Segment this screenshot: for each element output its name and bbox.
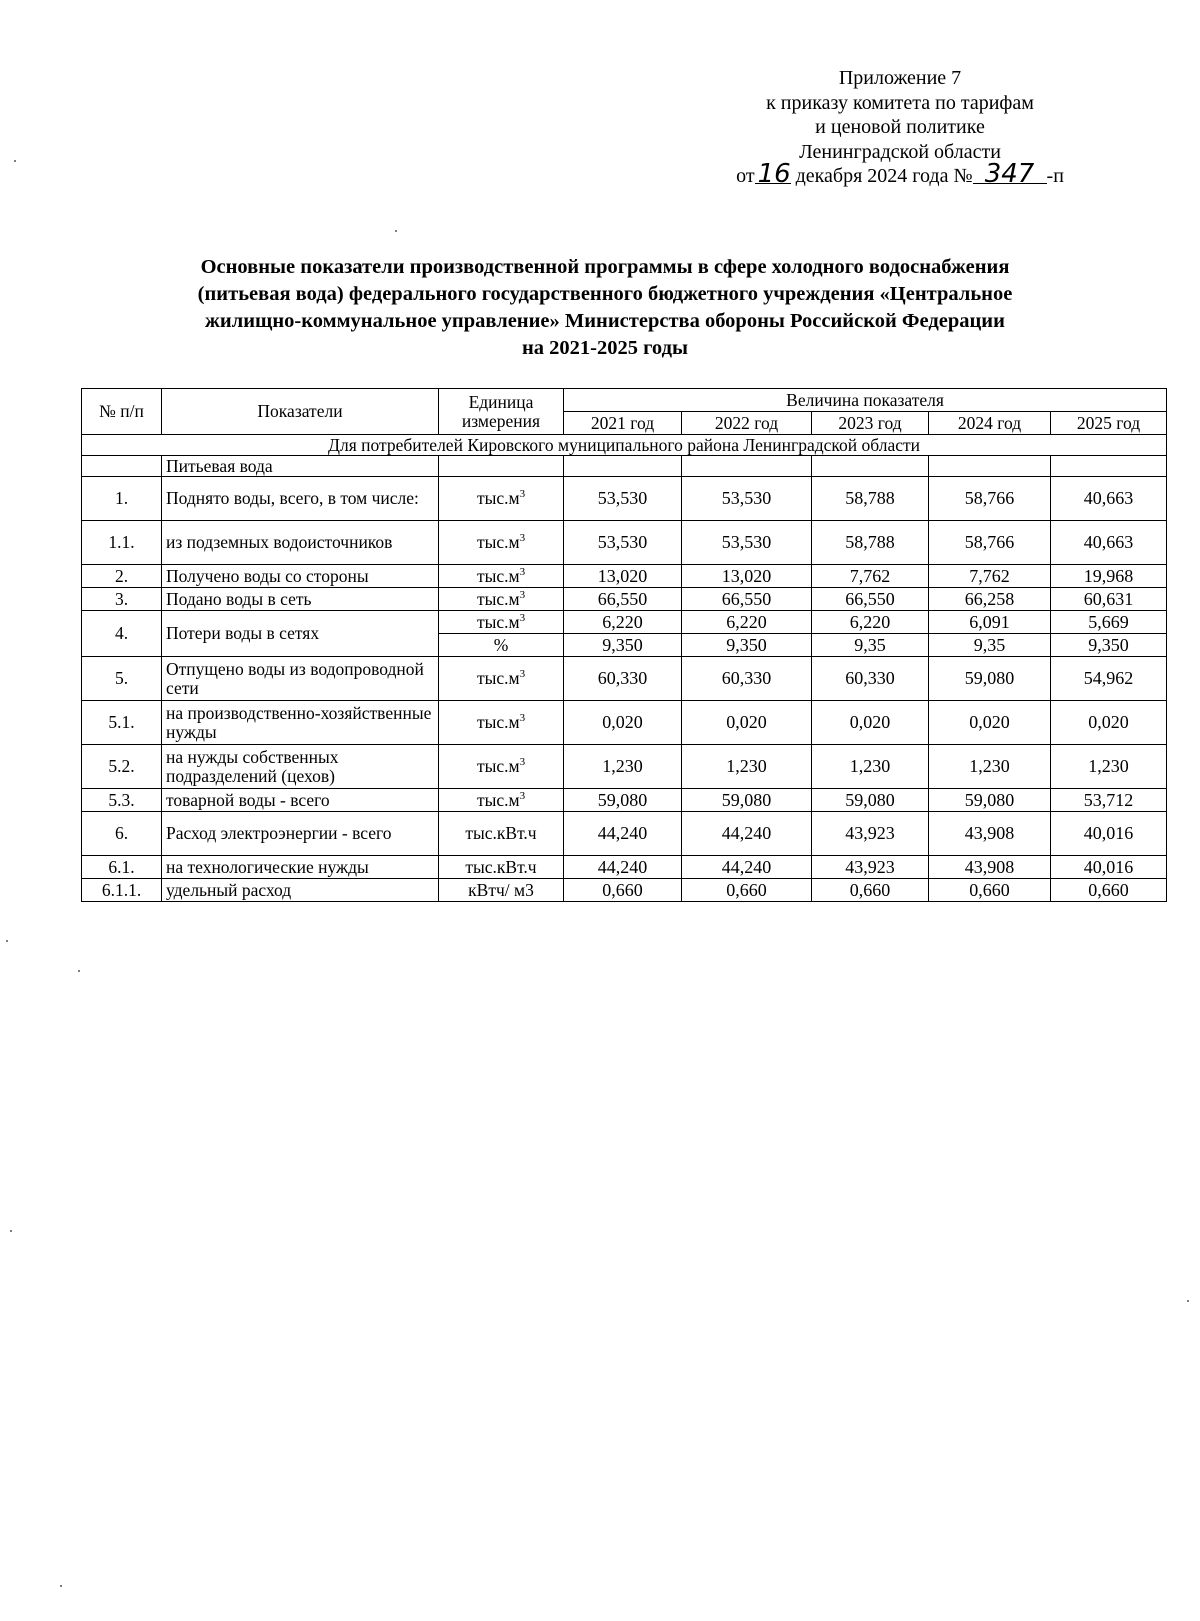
row-value-2023: 7,762: [812, 565, 929, 588]
scan-speck: [14, 160, 16, 162]
row-value-2024: 58,766: [929, 477, 1051, 521]
row-name: на производственно-хозяйственные нужды: [162, 701, 439, 745]
row-unit: $тыс.м^3$: [439, 588, 564, 611]
row-value-2025: 60,631: [1051, 588, 1167, 611]
row-value-2024: 0,660: [929, 879, 1051, 902]
row-value-2022: 13,020: [682, 565, 812, 588]
header-value: Величина показателя: [564, 389, 1167, 412]
row-value-2024: 7,762: [929, 565, 1051, 588]
row-value-2024: 0,020: [929, 701, 1051, 745]
scan-speck: [6, 940, 8, 942]
row-value-2021: 66,550: [564, 588, 682, 611]
row-name: удельный расход: [162, 879, 439, 902]
scan-speck: [60, 1585, 62, 1587]
row-value-2021: 53,530: [564, 521, 682, 565]
row-num: 2.: [82, 565, 162, 588]
row-value-2022: 0,660: [682, 879, 812, 902]
header-year-2024: 2024 год: [929, 412, 1051, 435]
row-unit: %: [439, 634, 564, 657]
row-value-2023: 66,550: [812, 588, 929, 611]
row-name: Потери воды в сетях: [162, 611, 439, 657]
row-value-2023: 43,923: [812, 856, 929, 879]
row-value-2025: 5,669: [1051, 611, 1167, 634]
handwritten-day: 16: [755, 165, 791, 184]
row-num: 5.: [82, 657, 162, 701]
table-row: [82, 521, 1167, 565]
header-unit: Единица измерения: [439, 389, 564, 435]
row-name: Отпущено воды из водопроводной сети: [162, 657, 439, 701]
row-value-2025: 40,663: [1051, 521, 1167, 565]
row-value-2022: 66,550: [682, 588, 812, 611]
scan-speck: [395, 230, 397, 232]
order-prefix: от: [736, 165, 755, 187]
row-unit: $тыс.м^3$: [439, 745, 564, 789]
row-unit: $тыс.м^3$: [439, 611, 564, 634]
row-value-2022: 44,240: [682, 812, 812, 856]
row-value-2022: 6,220: [682, 611, 812, 634]
row-value-2023: 1,230: [812, 745, 929, 789]
row-value-2025: 1,230: [1051, 745, 1167, 789]
row-value-2022: 59,080: [682, 789, 812, 812]
row-value-2023: 43,923: [812, 812, 929, 856]
row-name: товарной воды - всего: [162, 789, 439, 812]
scan-speck: [78, 970, 80, 972]
order-date-line: [700, 159, 1100, 189]
row-value-2023: 58,788: [812, 477, 929, 521]
indicators-table: [81, 388, 1167, 902]
row-value-2021: 0,660: [564, 879, 682, 902]
row-value-2023: 58,788: [812, 521, 929, 565]
table-row: [82, 745, 1167, 789]
row-value-2025: 40,016: [1051, 856, 1167, 879]
title-line-3: жилищно-коммунальное управление» Министерства обороны Российской Федерации: [205, 310, 1005, 332]
row-num: 6.1.1.: [82, 879, 162, 902]
row-value-2021: 59,080: [564, 789, 682, 812]
row-value-2024: 43,908: [929, 856, 1051, 879]
table-row: [82, 657, 1167, 701]
row-value-2021: 44,240: [564, 812, 682, 856]
header-year-2022: 2022 год: [682, 412, 812, 435]
row-name: Расход электроэнергии - всего: [162, 812, 439, 856]
row-value-2021: 9,350: [564, 634, 682, 657]
row-value-2021: 0,020: [564, 701, 682, 745]
row-name: Получено воды со стороны: [162, 565, 439, 588]
row-num: 3.: [82, 588, 162, 611]
section-label: Питьевая вода: [162, 456, 439, 477]
row-value-2022: 44,240: [682, 856, 812, 879]
header-year-2021: 2021 год: [564, 412, 682, 435]
row-value-2022: 60,330: [682, 657, 812, 701]
table-row: [82, 611, 1167, 634]
row-unit: $тыс.м^3$: [439, 789, 564, 812]
scan-speck: [10, 1230, 12, 1232]
order-middle: декабря 2024 года №: [795, 165, 973, 187]
title-line-4: на 2021-2025 годы: [522, 337, 688, 359]
row-value-2023: 0,660: [812, 879, 929, 902]
row-num: 6.1.: [82, 856, 162, 879]
row-value-2021: 53,530: [564, 477, 682, 521]
row-value-2023: 59,080: [812, 789, 929, 812]
table-row: [82, 701, 1167, 745]
row-value-2021: 13,020: [564, 565, 682, 588]
appendix-line-3: и ценовой политике: [815, 116, 985, 138]
row-unit: тыс.кВт.ч: [439, 812, 564, 856]
row-value-2021: 1,230: [564, 745, 682, 789]
header-num: № п/п: [82, 389, 162, 435]
table-row: [82, 789, 1167, 812]
row-num: 4.: [82, 611, 162, 657]
order-suffix: -п: [1046, 165, 1064, 187]
row-name: на нужды собственных подразделений (цехов): [162, 745, 439, 789]
document-title: [90, 254, 1120, 362]
table-row: [82, 477, 1167, 521]
row-num: 5.3.: [82, 789, 162, 812]
appendix-line-4: Ленинградской области: [799, 140, 1001, 163]
row-num: 1.: [82, 477, 162, 521]
row-unit: $тыс.м^3$: [439, 657, 564, 701]
row-name: Поднято воды, всего, в том числе:: [162, 477, 439, 521]
table-row: [82, 565, 1167, 588]
row-value-2025: 53,712: [1051, 789, 1167, 812]
row-value-2023: 9,35: [812, 634, 929, 657]
row-unit: кВтч/ м3: [439, 879, 564, 902]
row-value-2025: 40,663: [1051, 477, 1167, 521]
title-line-2: (питьевая вода) федерального государственного бюджетного учреждения «Центральное: [197, 283, 1013, 305]
row-value-2021: 60,330: [564, 657, 682, 701]
row-value-2024: 58,766: [929, 521, 1051, 565]
row-value-2022: 0,020: [682, 701, 812, 745]
row-value-2025: 54,962: [1051, 657, 1167, 701]
appendix-line-1: Приложение 7: [838, 67, 962, 89]
appendix-line-2: к приказу комитета по тарифам: [766, 91, 1034, 114]
row-num: 6.: [82, 812, 162, 856]
row-value-2023: 6,220: [812, 611, 929, 634]
row-value-2021: 44,240: [564, 856, 682, 879]
row-value-2025: 19,968: [1051, 565, 1167, 588]
row-num: 5.1.: [82, 701, 162, 745]
table-row: [82, 856, 1167, 879]
row-value-2024: 66,258: [929, 588, 1051, 611]
row-value-2024: 59,080: [929, 657, 1051, 701]
row-value-2023: 0,020: [812, 701, 929, 745]
appendix-block: [700, 66, 1100, 189]
row-unit: $тыс.м^3$: [439, 521, 564, 565]
row-name: Подано воды в сеть: [162, 588, 439, 611]
table-row: [82, 879, 1167, 902]
row-value-2022: 9,350: [682, 634, 812, 657]
table-row: [82, 588, 1167, 611]
row-unit: $тыс.м^3$: [439, 477, 564, 521]
row-value-2025: 0,660: [1051, 879, 1167, 902]
header-indicator: Показатели: [162, 389, 439, 435]
row-unit: тыс.кВт.ч: [439, 856, 564, 879]
header-year-2023: 2023 год: [812, 412, 929, 435]
row-value-2025: 40,016: [1051, 812, 1167, 856]
row-value-2021: 6,220: [564, 611, 682, 634]
row-value-2024: 59,080: [929, 789, 1051, 812]
row-num: 1.1.: [82, 521, 162, 565]
row-value-2023: 60,330: [812, 657, 929, 701]
group-label: Для потребителей Кировского муниципального района Ленинградской области: [82, 435, 1167, 456]
row-unit: $тыс.м^3$: [439, 701, 564, 745]
handwritten-order-number: 347: [973, 165, 1047, 184]
row-num: 5.2.: [82, 745, 162, 789]
title-line-1: Основные показатели производственной программы в сфере холодного водоснабжения: [200, 256, 1010, 278]
row-value-2024: 1,230: [929, 745, 1051, 789]
row-unit: $тыс.м^3$: [439, 565, 564, 588]
row-value-2024: 6,091: [929, 611, 1051, 634]
header-year-2025: 2025 год: [1051, 412, 1167, 435]
row-value-2024: 43,908: [929, 812, 1051, 856]
row-value-2024: 9,35: [929, 634, 1051, 657]
row-name: на технологические нужды: [162, 856, 439, 879]
row-name: из подземных водоисточников: [162, 521, 439, 565]
table-row: [82, 812, 1167, 856]
row-value-2025: 9,350: [1051, 634, 1167, 657]
row-value-2022: 53,530: [682, 521, 812, 565]
row-value-2022: 53,530: [682, 477, 812, 521]
scan-speck: [1187, 1300, 1189, 1302]
row-value-2025: 0,020: [1051, 701, 1167, 745]
row-value-2022: 1,230: [682, 745, 812, 789]
